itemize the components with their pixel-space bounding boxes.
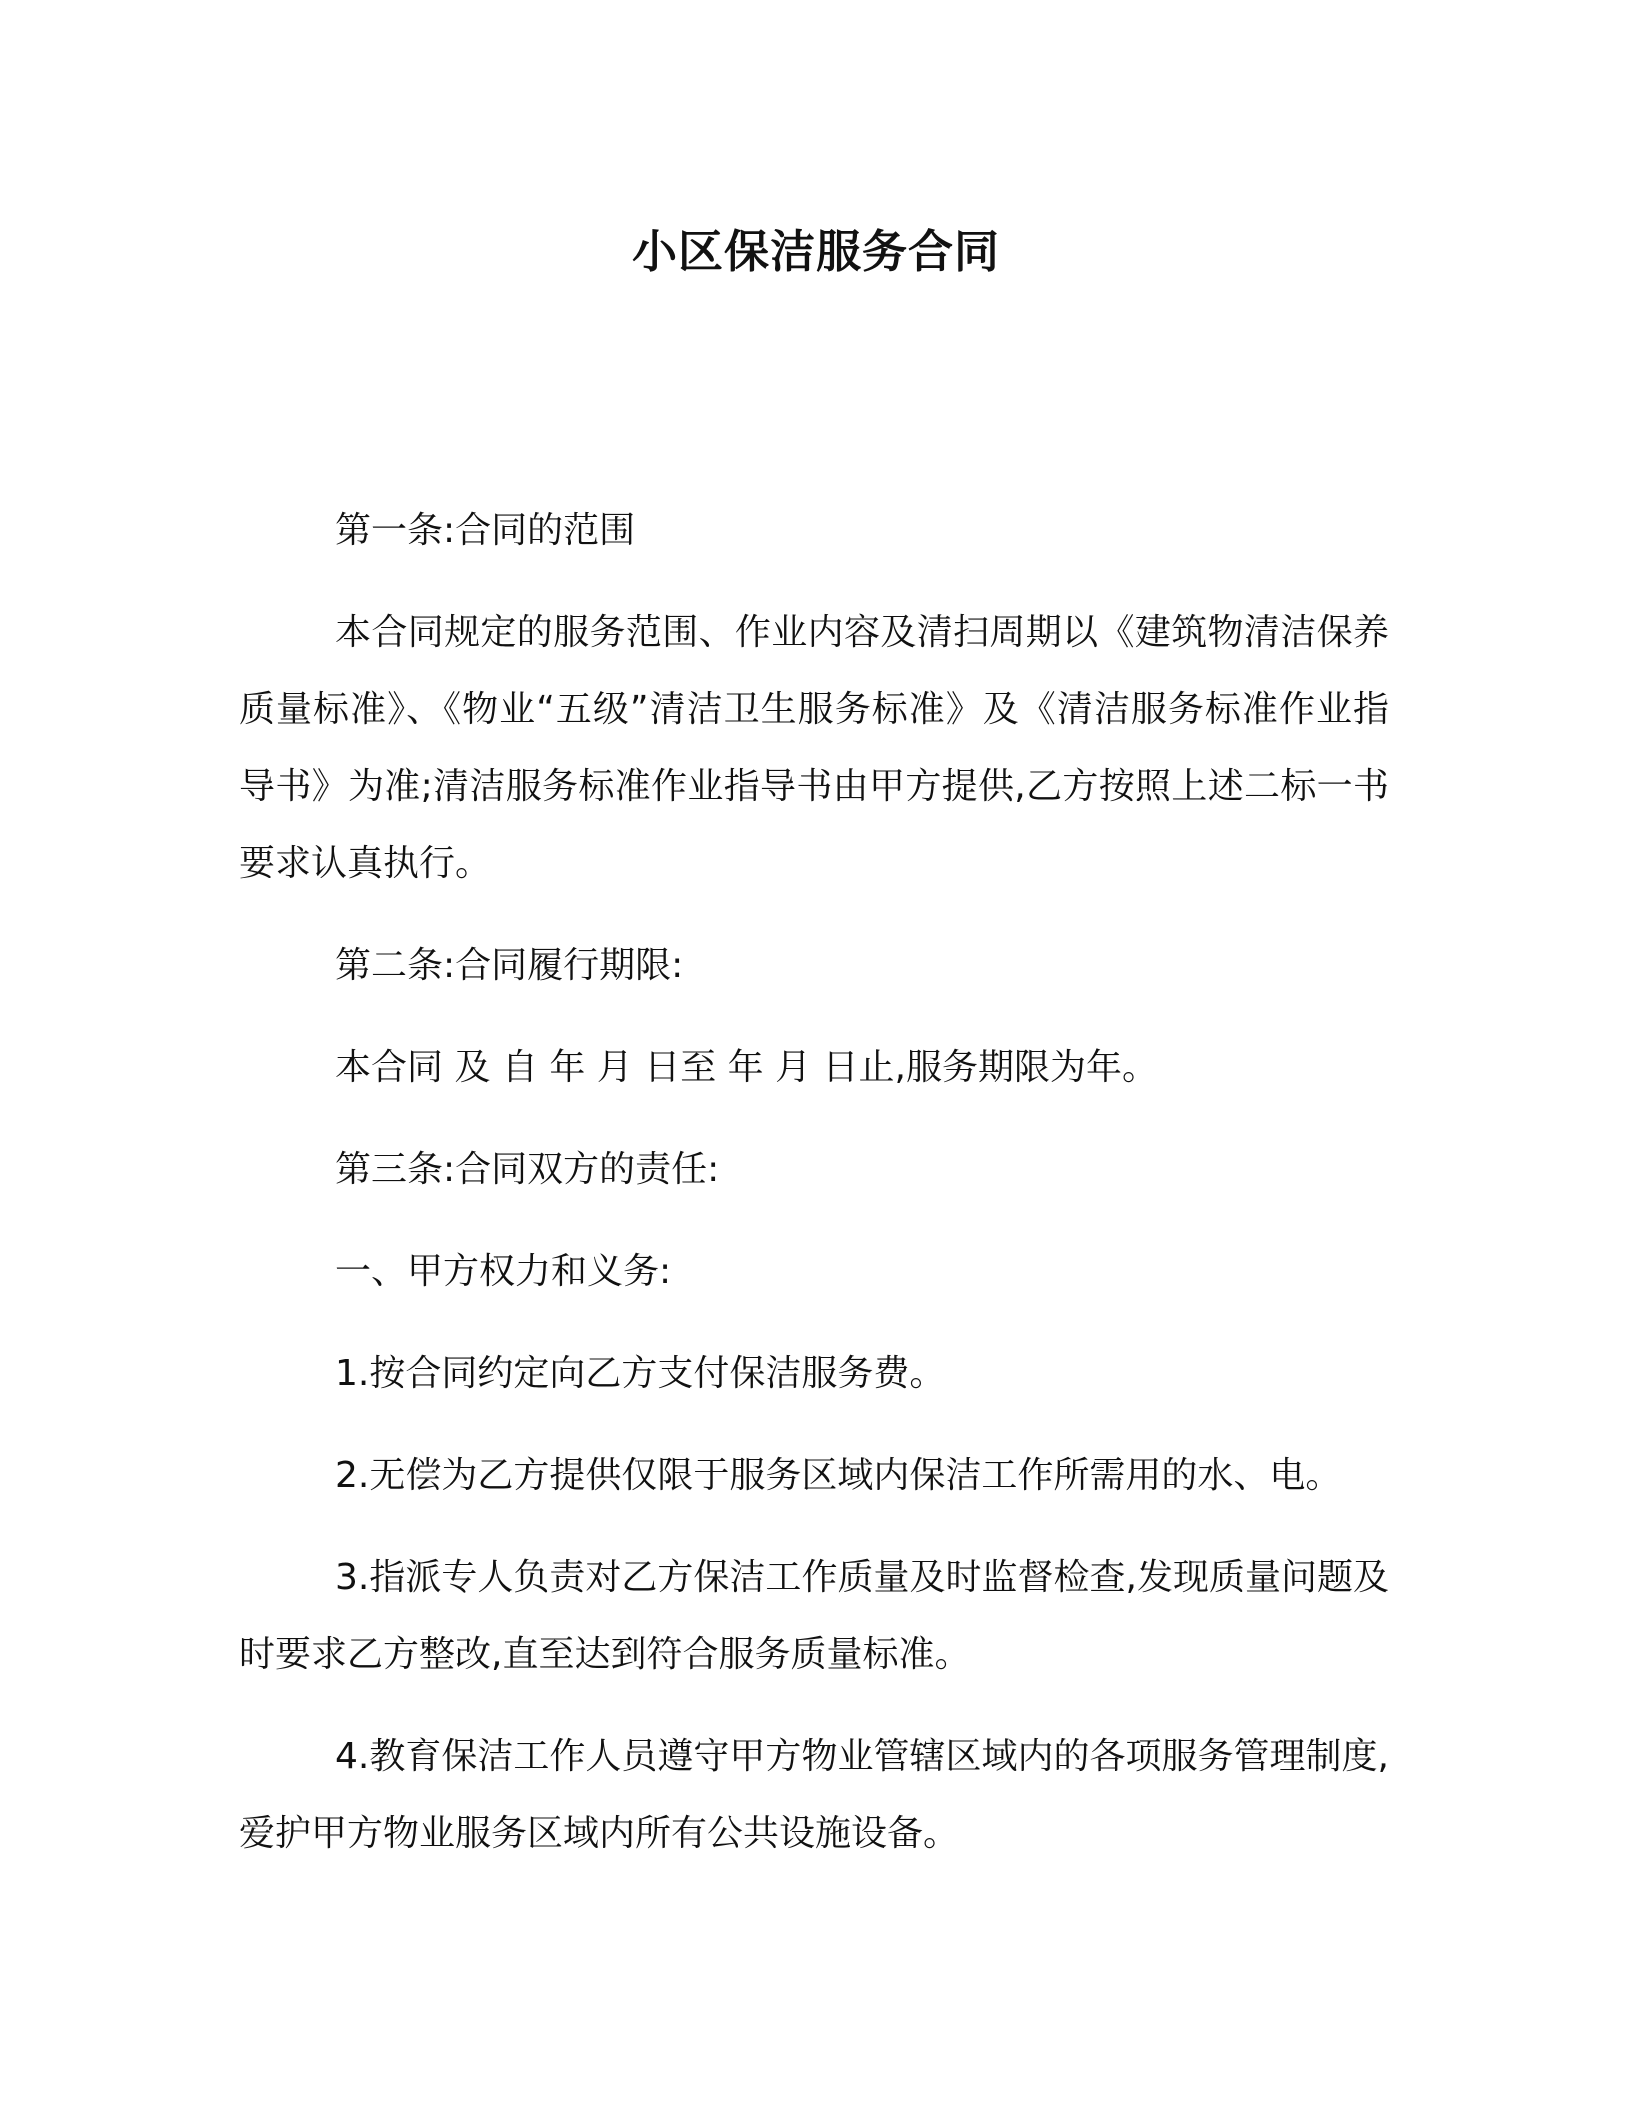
party-a-heading: 一、甲方权力和义务: (335, 1251, 672, 1292)
article-3-heading: 第三条:合同双方的责任: (335, 1149, 720, 1190)
article-2-heading: 第二条:合同履行期限: (335, 945, 684, 986)
party-a-item-1: 1.按合同约定向乙方支付保洁服务费。 (335, 1353, 946, 1394)
article-1-text: 本合同规定的服务范围、作业内容及清扫周期以《建筑物清洁保养质量标准》、《物业“五级”清洁卫生服务标准》及《清洁服务标准作业指导书》为准;清洁服务标准作业指导书由甲方提供,乙方按照上述二标一书要求认真执行。 (239, 612, 1389, 884)
article-2-text: 本合同 及 自 年 月 日至 年 月 日止,服务期限为年。 (335, 1047, 1158, 1088)
party-a-item-2: 2.无偿为乙方提供仅限于服务区域内保洁工作所需用的水、电。 (335, 1455, 1342, 1496)
party-a-item-4: 4.教育保洁工作人员遵守甲方物业管辖区域内的各项服务管理制度,爱护甲方物业服务区域内所有公共设施设备。 (239, 1736, 1389, 1854)
document-title: 小区保洁服务合同 (631, 225, 1000, 278)
article-1-heading: 第一条:合同的范围 (335, 510, 636, 551)
party-a-item-3: 3.指派专人负责对乙方保洁工作质量及时监督检查,发现质量问题及时要求乙方整改,直至达到符合服务质量标准。 (239, 1557, 1389, 1675)
document-body (239, 492, 1389, 1897)
